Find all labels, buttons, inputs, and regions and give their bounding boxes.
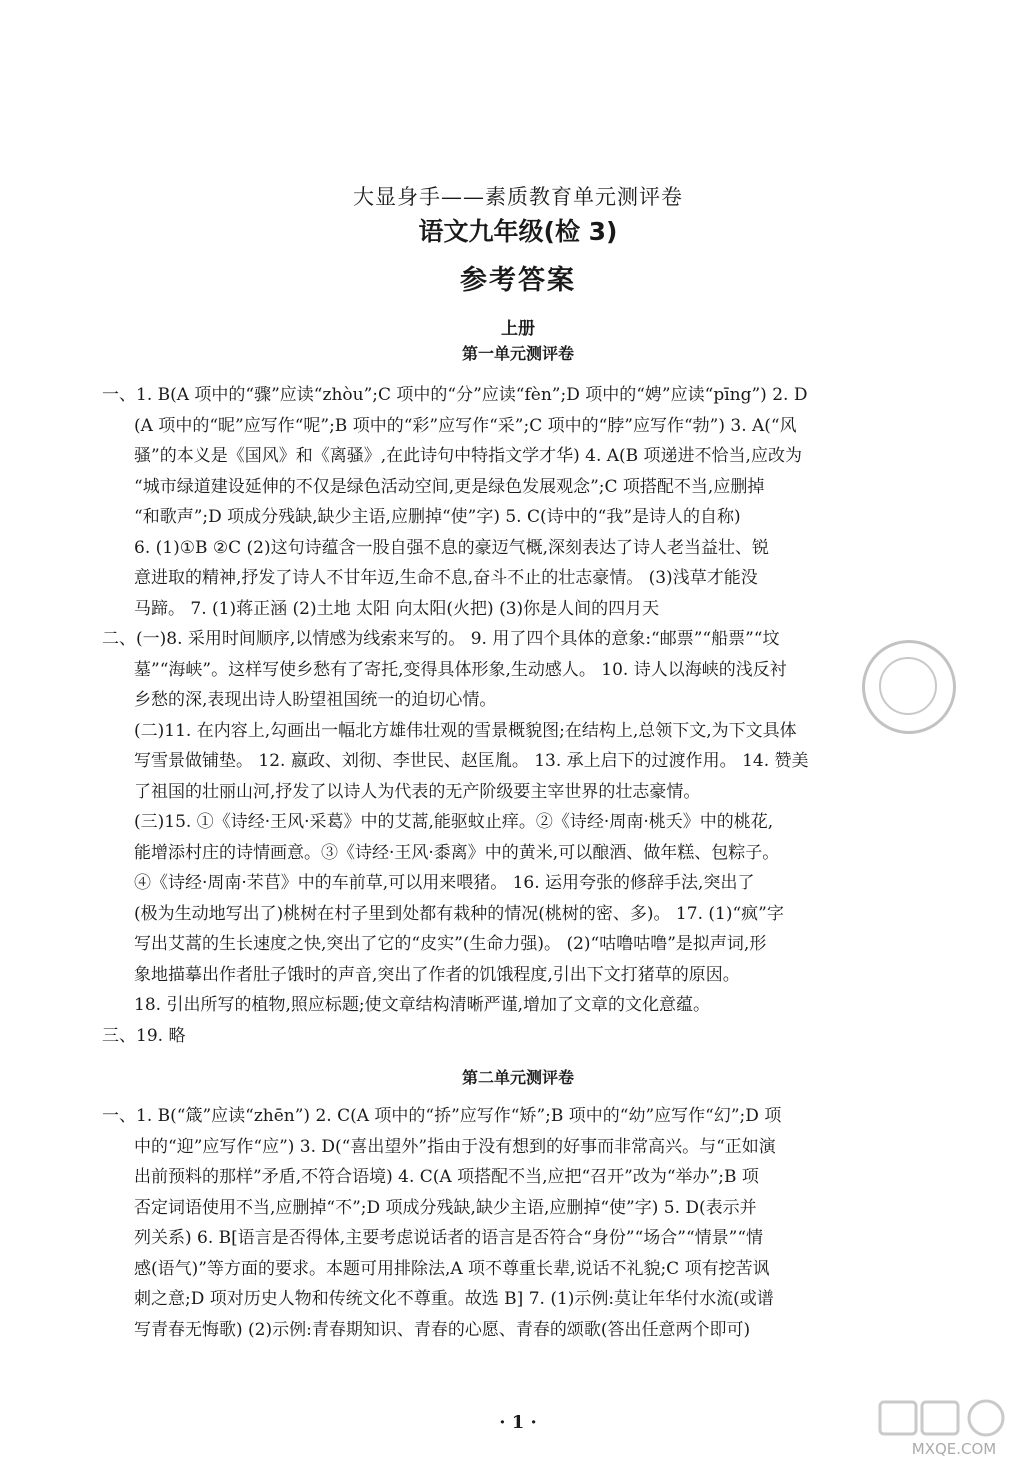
answer-line: 列关系) 6. B[语言是否得体,主要考虑说话者的语言是否符合“身份”“场合”“情景”“情 — [134, 1228, 764, 1248]
unit2-answers — [102, 1101, 924, 1345]
answer-line: (三)15. ①《诗经·王风·采葛》中的艾蒿,能驱蚊止痒。②《诗经·周南·桃夭》中的桃花, — [134, 812, 774, 832]
answer-line: 意进取的精神,抒发了诗人不甘年迈,生命不息,奋斗不止的壮志豪情。 (3)浅草才能没 — [134, 568, 758, 588]
answer-line: (极为生动地写出了)桃树在村子里到处都有栽种的情况(桃树的密、多)。 17. (1)“疯”字 — [134, 903, 784, 924]
unit1-title: 第一单元测评卷 — [461, 344, 574, 363]
answer-line: 二、(一)8. 采用时间顺序,以情感为线索来写的。 9. 用了四个具体的意象:“邮票”“船票”“坟 — [102, 629, 780, 649]
answer-line: (A 项中的“昵”应写作“呢”;B 项中的“彩”应写作“采”;C 项中的“脖”应写作“勃”) 3. A(“风 — [134, 415, 797, 436]
answer-line: 马蹄。 7. (1)蒋正涵 (2)土地 太阳 向太阳(火把) (3)你是人间的四月天 — [134, 598, 660, 619]
answer-line: 能增添村庄的诗情画意。③《诗经·王风·黍离》中的黄米,可以酿酒、做年糕、包粽子。 — [134, 842, 780, 863]
answer-line: 象地描摹出作者肚子饿时的声音,突出了作者的饥饿程度,引出下文打猪草的原因。 — [134, 964, 740, 985]
answer-line: “城市绿道建设延伸的不仅是绿色活动空间,更是绿色发展观念”;C 项搭配不当,应删掉 — [134, 476, 765, 497]
answer-line: 墓”“海峡”。这样写使乡愁有了寄托,变得具体形象,生动感人。 10. 诗人以海峡的浅反衬 — [134, 659, 787, 680]
watermark-text: MXQE.COM — [911, 1440, 997, 1458]
answer-line: ④《诗经·周南·芣苢》中的车前草,可以用来喂猪。 16. 运用夸张的修辞手法,突出了 — [134, 873, 755, 893]
volume-label: 上册 — [501, 319, 535, 339]
document-title: 参考答案 — [460, 265, 576, 296]
answer-line: 6. (1)①B ②C (2)这句诗蕴含一股自强不息的豪迈气概,深刻表达了诗人老当益壮、锐 — [134, 537, 769, 558]
answer-line: 写青春无悔歌) (2)示例:青春期知识、青春的心愿、青春的颂歌(答出任意两个即可) — [134, 1319, 751, 1340]
document-header — [0, 182, 1036, 344]
answer-line: 写出艾蒿的生长速度之快,突出了它的“皮实”(生命力强)。 (2)“咕噜咕噜”是拟声词,形 — [134, 934, 767, 954]
answer-line: 刺之意;D 项对历史人物和传统文化不尊重。故选 B] 7. (1)示例:莫让年华付水流(或谱 — [134, 1289, 774, 1309]
unit2-title: 第二单元测评卷 — [461, 1068, 574, 1087]
unit1-answers — [102, 380, 924, 1051]
answer-line: (二)11. 在内容上,勾画出一幅北方雄伟壮观的雪景概貌图;在结构上,总领下文,为下文具体 — [134, 720, 797, 741]
answer-line: 出前预料的那样”矛盾,不符合语境) 4. C(A 项搭配不当,应把“召开”改为“举办”;B 项 — [134, 1167, 759, 1187]
page-number: · 1 · — [499, 1412, 537, 1433]
answer-line: 一、1. B(A 项中的“骤”应读“zhòu”;C 项中的“分”应读“fèn”;D 项中的“娉”应读“pīng”) 2. D — [102, 385, 808, 405]
answer-line: 感(语气)”等方面的要求。本题可用排除法,A 项不尊重长辈,说话不礼貌;C 项有挖苦讽 — [134, 1258, 770, 1279]
subject-title: 语文九年级(检 3) — [418, 217, 618, 246]
answer-line: “和歌声”;D 项成分残缺,缺少主语,应删掉“使”字) 5. C(诗中的“我”是诗人的自称) — [134, 507, 741, 527]
answer-line: 18. 引出所写的植物,照应标题;使文章结构清晰严谨,增加了文章的文化意蕴。 — [134, 995, 710, 1015]
answer-line: 一、1. B(“箴”应读“zhēn”) 2. C(A 项中的“挢”应写作“矫”;B 项中的“幼”应写作“幻”;D 项 — [102, 1106, 782, 1126]
answer-line: 三、19. 略 — [102, 1025, 186, 1046]
answer-line: 了祖国的壮丽山河,抒发了以诗人为代表的无产阶级要主宰世界的壮志豪情。 — [134, 781, 701, 802]
answer-line: 否定词语使用不当,应删掉“不”;D 项成分残缺,缺少主语,应删掉“使”字) 5. D(表示并 — [134, 1197, 757, 1218]
answer-line: 中的“迎”应写作“应”) 3. D(“喜出望外”指由于没有想到的好事而非常高兴。与“正如演 — [134, 1136, 776, 1157]
answer-line: 写雪景做铺垫。 12. 嬴政、刘彻、李世民、赵匡胤。 13. 承上启下的过渡作用。 14. 赞美 — [134, 751, 809, 771]
answer-line: 乡愁的深,表现出诗人盼望祖国统一的迫切心情。 — [134, 690, 497, 710]
series-title: 大显身手——素质教育单元测评卷 — [353, 185, 683, 209]
answer-line: 骚”的本义是《国风》和《离骚》,在此诗句中特指文学才华) 4. A(B 项递进不恰当,应改为 — [134, 446, 802, 466]
